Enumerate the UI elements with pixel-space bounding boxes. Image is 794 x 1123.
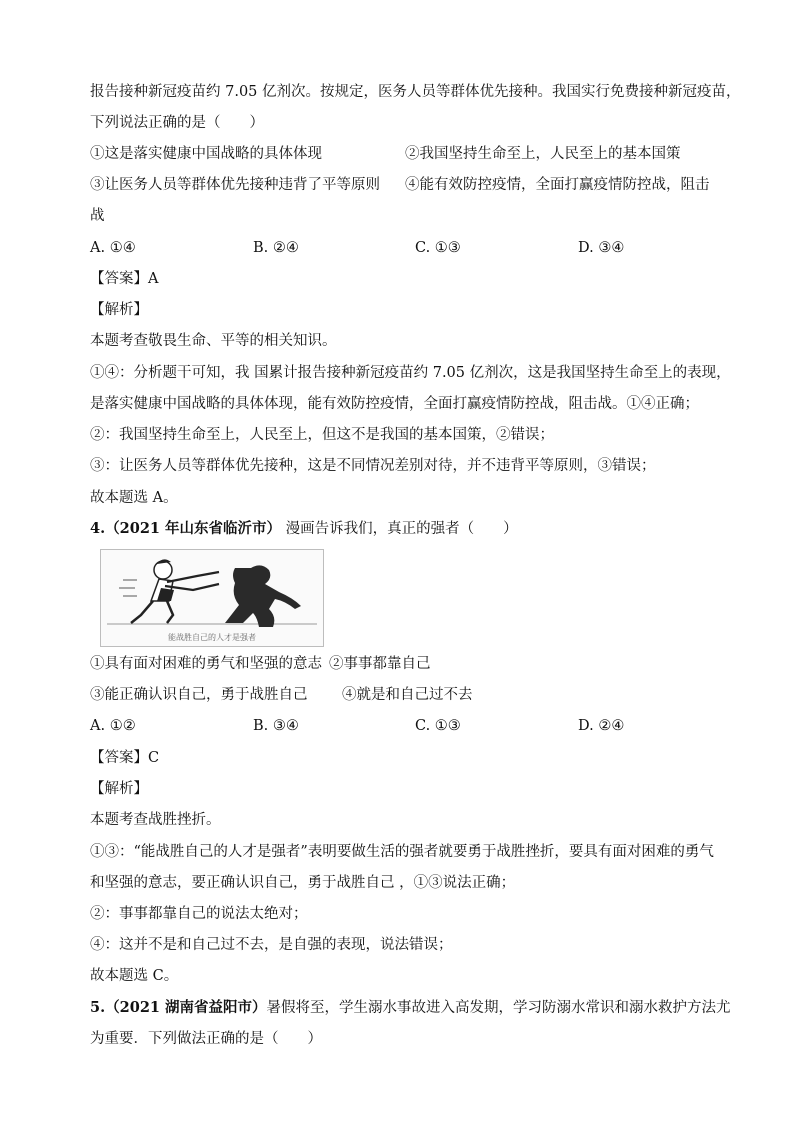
- comic-image: [100, 549, 324, 647]
- q3-stem-line2: 下列说法正确的是（ ）: [90, 115, 264, 131]
- q4-statement-4: ④就是和自己过不去: [342, 687, 473, 703]
- q4-analysis-line: ④：这并不是和自己过不去，是自强的表现，说法错误；: [90, 937, 453, 953]
- q3-stem-line1: 报告接种新冠疫苗约 7.05 亿剂次。按规定，医务人员等群体优先接种。我国实行免费接种新冠疫苗，: [90, 84, 741, 100]
- q4-analysis-line: ②：事事都靠自己的说法太绝对；: [90, 906, 308, 922]
- q3-analysis-label: 【解析】: [90, 302, 148, 318]
- q4-statement-1: ①具有面对困难的勇气和坚强的意志: [90, 656, 322, 672]
- q4-answer: 【答案】C: [90, 750, 160, 766]
- q4-option-c: C. ①③: [415, 718, 461, 734]
- q4-option-d: D. ②④: [578, 718, 625, 734]
- q3-answer: 【答案】A: [90, 271, 159, 287]
- q3-statement-1: ①这是落实健康中国战略的具体体现: [90, 146, 322, 162]
- q4-stem: [90, 519, 518, 539]
- q3-statement-2: ②我国坚持生命至上，人民至上的基本国策: [405, 146, 681, 162]
- q4-statement-2: ②事事都靠自己: [329, 656, 431, 672]
- q5-stem-text: 暑假将至，学生溺水事故进入高发期，学习防溺水常识和溺水救护方法尤: [266, 1000, 731, 1016]
- comic-caption: 能战胜自己的人才是强者: [168, 633, 256, 642]
- q4-analysis-line: 和坚强的意志，要正确认识自己，勇于战胜自己 ，①③说法正确；: [90, 875, 516, 891]
- q4-analysis-label: 【解析】: [90, 781, 148, 797]
- q3-option-d: D. ③④: [578, 240, 625, 256]
- q3-analysis-line: 故本题选 A。: [90, 490, 178, 506]
- q3-analysis-line: 本题考查敬畏生命、平等的相关知识。: [90, 333, 337, 349]
- q5-stem-line1: [90, 998, 731, 1018]
- q3-option-a: A. ①④: [90, 240, 136, 256]
- q4-number: 4.: [90, 520, 106, 537]
- q4-option-b: B. ③④: [253, 718, 299, 734]
- q5-number: 5.: [90, 999, 106, 1016]
- q4-stem-text: 漫画告诉我们，真正的强者（ ）: [285, 521, 518, 537]
- q3-statement-4: ④能有效防控疫情，全面打赢疫情防控战，阻击: [405, 177, 710, 193]
- q4-analysis-line: ①③：“能战胜自己的人才是强者”表明要做生活的强者就要勇于战胜挫折，要具有面对困难的勇气: [90, 844, 714, 860]
- q3-analysis-line: ①④：分析题干可知，我 国累计报告接种新冠疫苗约 7.05 亿剂次，这是我国坚持生命至上的表现，: [90, 365, 731, 381]
- q5-stem-line2: 为重要．下列做法正确的是（ ）: [90, 1031, 322, 1047]
- q4-option-a: A. ①②: [90, 718, 136, 734]
- q4-analysis-line: 故本题选 C。: [90, 968, 179, 984]
- q4-statement-3: ③能正确认识自己，勇于战胜自己: [90, 687, 308, 703]
- q3-analysis-line: 是落实健康中国战略的具体体现，能有效防控疫情，全面打赢疫情防控战，阻击战。①④正确；: [90, 396, 699, 412]
- q3-statement-3: ③让医务人员等群体优先接种违背了平等原则: [90, 177, 380, 193]
- q3-statement-4-cont: 战: [90, 208, 105, 224]
- q3-analysis-line: ②：我国坚持生命至上，人民至上，但这不是我国的基本国策，②错误；: [90, 427, 554, 443]
- comic-drawing: [101, 550, 323, 646]
- q4-source: （2021 年山东省临沂市）: [105, 520, 282, 537]
- q4-analysis-line: 本题考查战胜挫折。: [90, 812, 221, 828]
- q3-option-b: B. ②④: [253, 240, 299, 256]
- q3-analysis-line: ③：让医务人员等群体优先接种，这是不同情况差别对待，并不违背平等原则，③错误；: [90, 458, 656, 474]
- q3-option-c: C. ①③: [415, 240, 461, 256]
- q5-source: （2021 湖南省益阳市）: [105, 999, 267, 1016]
